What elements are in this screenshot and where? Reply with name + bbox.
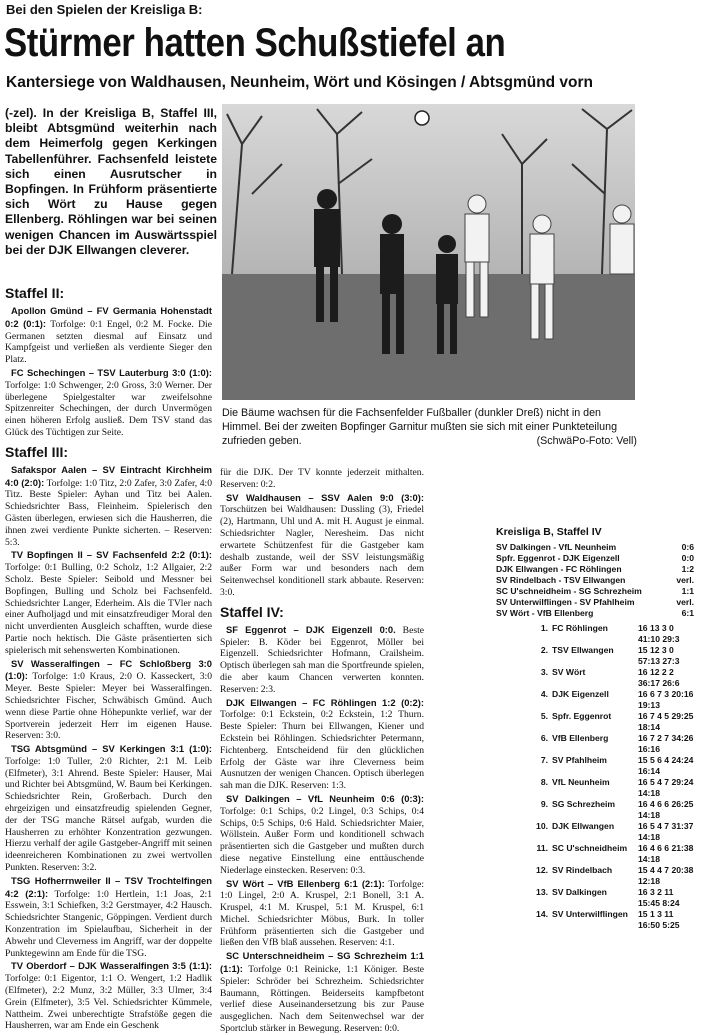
result-row (496, 564, 694, 575)
match-photo (222, 104, 635, 400)
result-row (496, 597, 694, 608)
photo-credit: (SchwäPo-Foto: Vell) (536, 435, 637, 447)
match-report-text: für die DJK. Der TV konnte jederzeit mithalten. Reserven: 0:2. (220, 467, 424, 490)
standings-stats: 16 6 7 3 20:16 19:13 (638, 689, 694, 710)
match-report-text: Torfolge: 0:1 Schips, 0:2 Lingel, 0:3 Schips, 0:4 Schips, 0:5 Schips, 0:6 Hald. Schiedsrichter Maier, Wöllstein. Außer Form und konditionell schwach präsentierten sich die Gastgeber und mußten durch diese negative Einstellung eine enttäuschende Niederlage einstecken. Reserven: 0:3. (220, 805, 424, 876)
match-report-title: SV Waldhausen – SSV Aalen 9:0 (3:0): (226, 491, 424, 503)
result-match: DJK Ellwangen - FC Röhlingen (496, 564, 622, 574)
result-score: verl. (676, 597, 694, 607)
section-heading-staffel-4: Staffel IV: (220, 603, 284, 620)
standings-place: 4. (540, 689, 548, 699)
standings-stats: 16 3 2 11 15:45 8:24 (638, 887, 680, 908)
standings-team: Spfr. Eggenrot (552, 711, 612, 721)
standings-row (496, 667, 694, 689)
standings-place: 5. (540, 711, 548, 721)
standings-row (496, 821, 694, 843)
lead-paragraph: (-zel). In der Kreisliga B, Staffel III, bleibt Abtsgmünd weiterhin nach dem Heimerfolg gegen Kerkingen Tabellenführer. Fachsenfeld leistete sich einen Ausrutscher in Bopfingen. In Frühform präsentierte sich Wört zu Hause gegen Ellenberg. Röhlingen war bei seinen wenigen Chancen im Auswärtsspiel bei der DJK Ellwangen cleverer. (5, 106, 217, 257)
standings-place: 3. (540, 667, 548, 677)
result-match: SV Wört - VfB Ellenberg (496, 608, 594, 618)
standings-place: 2. (540, 645, 548, 655)
match-report-title: TSG Abtsgmünd – SV Kerkingen 3:1 (1:0): (11, 743, 212, 755)
match-report-text: Torfolge: 0:1 Eckstein, 0:2 Eckstein, 1:2 Thurn. Beste Spieler: Thurn bei Ellwangen, Kiener und Eckstein bei Röhlingen. Schiedsrichter Petermann, Fichtenberg. Entscheidend für den glücklichen Erfolg der Gäste war ihre Cleverness beim Ausnutzen der wenigen Chancen. Optisch überlegen sah man die DJK. Reserven: 1:3. (220, 709, 424, 792)
match-report-text: Torfolge: 1:0 Tuller, 2:0 Richter, 2:1 M. Leib (Elfmeter), 3:1 Ahrend. Beste Spieler: Hauser, Mai und Richter bei Abtsgmünd, W. Baum bei Kerkingen. Schiedsrichter Rein, Großerbach. Durch den ehrgeizigen und einsatzfreudig spielenden Gegner, der der TSG manche Rätsel aufgab, wurden die Hausherren zu erhöhter Konzentration gezwungen. Hierzu verhalf der agile Gastgeber-Angriff mit seinen ideenreicheren Kombinationen zu zwei wertvollen Punkten. Reserven: 3:2. (5, 755, 212, 874)
match-report (220, 793, 424, 877)
result-score: 6:1 (681, 608, 694, 618)
match-report-title: TSG Hofherrnweiler II – TSV Trochtelfingen 4:2 (2:1): (5, 874, 212, 899)
result-match: Spfr. Eggenrot - DJK Eigenzell (496, 553, 620, 563)
match-report (5, 658, 212, 743)
league-table-title: Kreisliga B, Staffel IV (496, 526, 602, 538)
standings-row (496, 865, 694, 887)
standings-team: DJK Ellwangen (552, 821, 615, 831)
result-match: SV Dalkingen - VfL Neunheim (496, 542, 617, 552)
match-report (5, 875, 212, 960)
match-report-text: Torfolge: 1:0 Titz, 2:0 Zafer, 3:0 Zafer, 4:0 Titz. Beste Spieler: Ayhan und Titz bei Aalen. Schiedsrichter Bass, Fleinheim. Spielerisch den Gästen überlegen, erwiesen sich die Hausherren, die ihnen zwei verdiente Punkte sicherten. – Reserven: 5:3. (5, 477, 212, 548)
standings-stats: 15 4 4 7 20:38 12:18 (638, 865, 694, 886)
standings-team: SV Wört (552, 667, 586, 677)
section-heading-staffel-2: Staffel II: (5, 285, 65, 301)
standings-row (496, 887, 694, 909)
match-report (220, 467, 424, 491)
standings-team: VfB Ellenberg (552, 733, 609, 743)
standings-list (496, 623, 694, 931)
match-report (5, 305, 212, 366)
kicker: Bei den Spielen der Kreisliga B: (6, 2, 203, 17)
match-report-title: DJK Ellwangen – FC Röhlingen 1:2 (0:2): (226, 696, 424, 708)
results-list (496, 542, 694, 619)
standings-row (496, 623, 694, 645)
standings-place: 9. (540, 799, 548, 809)
match-report-title: TV Oberdorf – DJK Wasseralfingen 3:5 (1:1): (11, 960, 212, 972)
match-report-text: Torfolge: 1:0 Kraus, 2:0 O. Kasseckert, 3:0 Meyer. Beste Spieler: Meyer bei Wasseralfingen. Schiedsrichter Fischer, Schwäbisch Gmünd. Auch wenn diese Partie ohne Höhepunkte verlief, war der Sportverein jederzeit Herr im eigenen Hause. Reserven: 3:0. (5, 671, 212, 742)
standings-place: 13. (536, 887, 548, 897)
standings-place: 14. (536, 909, 548, 919)
match-report-text: Torschützen bei Waldhausen: Dussling (3), Friedel (2), Hartmann, Uhl und A. mit H. August je einmal. Schiedsrichter Nagler, Neresheim. Das nicht erwartete Schützenfest für die Gastgeber kam deshalb zustande, weil der SSV leistungsmäßig außer Form war und besonders nach dem Seitenwechsel konditionell stark abbaute. Reserven: 3:0. (220, 504, 424, 598)
standings-row (496, 711, 694, 733)
standings-team: TSV Ellwangen (552, 645, 614, 655)
match-report (220, 492, 424, 599)
result-row (496, 542, 694, 553)
result-match: SV Unterwilflingen - SV Pfahlheim (496, 597, 635, 607)
match-report (5, 549, 212, 656)
standings-team: SV Pfahlheim (552, 755, 607, 765)
result-row (496, 575, 694, 586)
league-table (496, 527, 694, 931)
caption-text: Die Bäume wachsen für die Fachsenfelder Fußballer (dunkler Dreß) nicht in den Himmel. Bei der zweiten Bopfinger Garnitur mußten sie sich mit einer Punkteteilung zufrieden geben. (222, 407, 618, 447)
standings-place: 7. (540, 755, 548, 765)
standings-stats: 16 4 6 6 26:25 14:18 (638, 799, 694, 820)
match-report-title: SC Unterschneidheim – SG Schrezheim 1:1 (1:1): (220, 950, 424, 975)
standings-stats: 16 12 2 2 36:17 26:6 (638, 667, 680, 688)
standings-team: SV Dalkingen (552, 887, 607, 897)
standings-team: VfL Neunheim (552, 777, 610, 787)
result-match: SC U'schneidheim - SG Schrezheim (496, 586, 642, 596)
standings-row (496, 799, 694, 821)
column-1 (5, 280, 212, 1032)
match-report-title: SV Dalkingen – VfL Neunheim 0:6 (0:3): (226, 792, 424, 804)
standings-place: 6. (540, 733, 548, 743)
match-report (5, 960, 212, 1032)
standings-team: SV Unterwilflingen (552, 909, 628, 919)
standings-place: 12. (536, 865, 548, 875)
standings-row (496, 645, 694, 667)
photo-caption (222, 406, 637, 448)
standings-place: 11. (536, 843, 548, 853)
standings-stats: 16 13 3 0 41:10 29:3 (638, 623, 680, 644)
match-report (5, 464, 212, 549)
match-report-title: Apollon Gmünd – FV Germania Hohenstadt 0:2 (0:1): (5, 305, 212, 329)
standings-row (496, 755, 694, 777)
result-score: 1:1 (681, 586, 694, 596)
result-row (496, 608, 694, 619)
standings-stats: 16 4 6 6 21:38 14:18 (638, 843, 694, 864)
standings-team: SV Rindelbach (552, 865, 613, 875)
match-report (220, 950, 424, 1035)
match-report-text: Torfolge: 0:1 Bulling, 0:2 Scholz, 1:2 Allgaier, 2:2 Scholz. Beste Spieler: Seibold und Messner bei Bopfingen, Bulling und Scholz bei Fachsenfeld. Schiedsrichter Langer, Ederheim. Als die TVler nach einer Aufholjagd und mit einsatzfreudiger Moral den nicht unverdienten Ausgleich schafften, wurde diese Partie noch hektisch. Die Gäste präsentierten sich spielerisch mit sehenswerten Kombinationen. (5, 562, 212, 656)
match-report-text: Torfolge 0:1 Reinicke, 1:1 Königer. Beste Spieler: Schröder bei Schrezheim. Schiedsrichter Baumann, Röttingen. Beiderseits kampfbetont verlief diese Auseinandersetzung bis zur Pause ausgeglichen. Nach dem Seitenwechsel war der Sportclub stärker in Bewegung. Reserven: 0:0. (220, 964, 424, 1035)
column-2 (220, 467, 424, 1035)
match-report-text: Torfolge: 1:0 Hertlein, 1:1 Joas, 2:1 Esswein, 3:1 Schiefken, 3:2 Gerstmayer, 4:2 Hausch. Schiedsrichter Stangenic, Göppingen. Verdient durch Konzentration im Spielaufbau, Sicherheit in der Abwehr und Cleverness im Angriff, war der doppelte Punktegewinn am Ende für die TSG. (5, 888, 212, 959)
standings-row (496, 909, 694, 931)
result-score: 1:2 (681, 564, 694, 574)
match-report (220, 878, 424, 950)
standings-stats: 16 7 4 5 29:25 18:14 (638, 711, 694, 732)
result-match: SV Rindelbach - TSV Ellwangen (496, 575, 626, 585)
match-report-text: Torfolge: 0:1 Engel, 0:2 M. Focke. Die Germanen setzten diesmal auf Einsatz und Kampfgeist und verließen als verdiente Sieger den Platz. (5, 318, 212, 366)
match-report-title: FC Schechingen – TSV Lauterburg 3:0 (1:0): (11, 366, 212, 378)
match-report-text: Torfolge: 0:1 Eigentor, 1:1 O. Wengert, 1:2 Hadlik (Elfmeter), 2:2 Munz, 3:2 Müller, 3:3 Ulmer, 3:4 Grein (Elfmeter), 3:5 Vel. Schiedsrichter Kümmele, Nattheim. Zwei unberechtigte Strafstöße gegen die Hausherren, war am Ende ein Geschenk (5, 973, 212, 1032)
match-report (220, 697, 424, 792)
match-report-title: Safakspor Aalen – SV Eintracht Kirchheim 4:0 (2:0): (5, 463, 212, 488)
match-report-title: SV Wasseralfingen – FC Schloßberg 3:0 (1:0): (5, 657, 212, 682)
standings-stats: 16 5 4 7 29:24 14:18 (638, 777, 694, 798)
standings-place: 8. (540, 777, 548, 787)
headline: Stürmer hatten Schußstiefel an (4, 21, 506, 65)
standings-row (496, 777, 694, 799)
result-row (496, 553, 694, 564)
match-report-text: Torfolge: 1:0 Lingel, 2:0 A. Kruspel, 2:1 Bonell, 3:1 A. Kruspel, 4:1 M. Kruspel, 5:1 M. Kruspel, 6:1 Michel. Schiedsrichter Möbus, Burk. In toller Frühform präsentierten sich die Gastgeber und ließen den VfB blaß aussehen. Reserven: 4:1. (220, 878, 424, 949)
match-report-text: Beste Spieler: B. Köder bei Eggenrot, Möller bei Eigenzell. Schiedsrichter Hofmann, Crailsheim. Optisch überlegen sah man die Sportfreunde spielen, die aber kaum Chancen verwerten konnten. Reserven: 2:3. (220, 624, 424, 695)
standings-team: FC Röhlingen (552, 623, 608, 633)
match-report-title: TV Bopfingen II – SV Fachsenfeld 2:2 (0:1): (11, 549, 212, 561)
standings-row (496, 733, 694, 755)
result-score: verl. (676, 575, 694, 585)
result-score: 0:0 (681, 553, 694, 563)
result-score: 0:6 (681, 542, 694, 552)
standings-row (496, 689, 694, 711)
result-row (496, 586, 694, 597)
standings-team: SC U'schneidheim (552, 843, 628, 853)
match-report (220, 624, 424, 696)
section-heading-staffel-3: Staffel III: (5, 443, 69, 460)
standings-stats: 15 5 6 4 24:24 16:14 (638, 755, 694, 776)
match-report (5, 743, 212, 874)
subheadline: Kantersiege von Waldhausen, Neunheim, Wört und Kösingen / Abtsgmünd vorn (6, 74, 594, 91)
standings-place: 1. (540, 623, 548, 633)
standings-place: 10. (536, 821, 548, 831)
standings-team: SG Schrezheim (552, 799, 616, 809)
standings-stats: 15 1 3 11 16:50 5:25 (638, 909, 680, 930)
match-report-title: SF Eggenrot – DJK Eigenzell 0:0. (226, 623, 396, 635)
standings-team: DJK Eigenzell (552, 689, 609, 699)
standings-stats: 16 5 4 7 31:37 14:18 (638, 821, 694, 842)
standings-stats: 15 12 3 0 57:13 27:3 (638, 645, 680, 666)
match-report (5, 367, 212, 439)
match-report-title: SV Wört – VfB Ellenberg 6:1 (2:1): (226, 877, 385, 889)
standings-row (496, 843, 694, 865)
standings-stats: 16 7 2 7 34:26 16:16 (638, 733, 694, 754)
match-report-text: Torfolge: 1:0 Schwenger, 2:0 Gross, 3:0 Werner. Der überlegene Spielgestalter war zweifelsohne Spitzenreiter Schechingen, der durch Unvermögen einen höheren Erfolg ausließ. Dem TSV stand das Glück des Tüchtigen zur Seite. (5, 379, 212, 438)
